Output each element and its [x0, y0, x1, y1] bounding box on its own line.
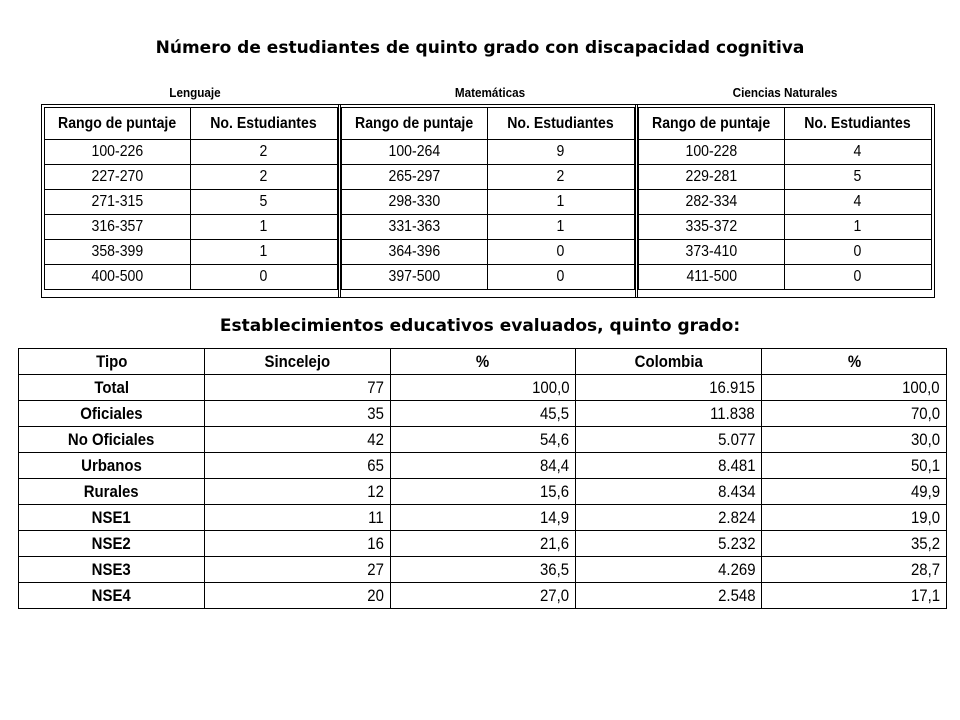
table-row — [19, 375, 947, 401]
establishments-table — [18, 348, 947, 609]
value-cell: 36,5 — [390, 557, 576, 583]
column-header: Tipo — [19, 349, 205, 375]
type-label-cell: Urbanos — [19, 453, 205, 479]
table-row — [639, 165, 932, 190]
value-cell: 100,0 — [390, 375, 576, 401]
value-cell: 5.232 — [576, 531, 762, 557]
table-row — [19, 505, 947, 531]
student-count-cell: 2 — [487, 165, 634, 190]
value-cell: 20 — [204, 583, 390, 609]
column-header: Colombia — [576, 349, 762, 375]
score-range-cell: 100-228 — [639, 140, 785, 165]
rango-header: Rango de puntaje — [45, 108, 191, 140]
value-cell: 19,0 — [762, 505, 947, 531]
student-count-cell: 1 — [784, 215, 931, 240]
value-cell: 27 — [204, 557, 390, 583]
column-header: Sincelejo — [204, 349, 390, 375]
score-range-cell: 358-399 — [45, 240, 191, 265]
value-cell: 11 — [204, 505, 390, 531]
score-range-cell: 331-363 — [342, 215, 488, 240]
table-row — [342, 265, 635, 290]
type-label-cell: NSE1 — [19, 505, 205, 531]
value-cell: 2.548 — [576, 583, 762, 609]
value-cell: 4.269 — [576, 557, 762, 583]
score-range-cell: 298-330 — [342, 190, 488, 215]
score-range-cell: 335-372 — [639, 215, 785, 240]
page-title: Número de estudiantes de quinto grado con discapacidad cognitiva — [155, 38, 805, 58]
type-label-cell: No Oficiales — [19, 427, 205, 453]
table-row — [19, 427, 947, 453]
student-count-cell: 2 — [190, 140, 337, 165]
table-row — [45, 140, 338, 165]
value-cell: 21,6 — [390, 531, 576, 557]
value-cell: 2.824 — [576, 505, 762, 531]
value-cell: 8.481 — [576, 453, 762, 479]
table-row — [639, 240, 932, 265]
table-row — [19, 453, 947, 479]
header-row — [342, 108, 635, 140]
table-row — [342, 215, 635, 240]
table-row — [19, 531, 947, 557]
column-header: % — [762, 349, 947, 375]
table-row — [639, 190, 932, 215]
rango-header: Rango de puntaje — [639, 108, 785, 140]
estudiantes-header: No. Estudiantes — [784, 108, 931, 140]
header-row — [45, 108, 338, 140]
establishments-title: Establecimientos educativos evaluados, quinto grado: — [219, 316, 741, 336]
student-count-cell: 2 — [190, 165, 337, 190]
score-range-cell: 229-281 — [639, 165, 785, 190]
table-row — [639, 215, 932, 240]
lenguaje-table — [44, 107, 338, 290]
type-label-cell: NSE2 — [19, 531, 205, 557]
value-cell: 49,9 — [762, 479, 947, 505]
value-cell: 35,2 — [762, 531, 947, 557]
student-count-cell: 0 — [784, 240, 931, 265]
student-count-cell: 0 — [190, 265, 337, 290]
table-row — [342, 190, 635, 215]
type-label-cell: Oficiales — [19, 401, 205, 427]
student-count-cell: 9 — [487, 140, 634, 165]
score-range-cell: 227-270 — [45, 165, 191, 190]
score-range-cell: 400-500 — [45, 265, 191, 290]
student-count-cell: 1 — [190, 215, 337, 240]
value-cell: 84,4 — [390, 453, 576, 479]
value-cell: 15,6 — [390, 479, 576, 505]
header-row — [19, 349, 947, 375]
table-row — [342, 240, 635, 265]
score-range-cell: 316-357 — [45, 215, 191, 240]
lenguaje-label: Lenguaje — [169, 85, 221, 100]
estudiantes-header: No. Estudiantes — [487, 108, 634, 140]
student-count-cell: 1 — [190, 240, 337, 265]
table-row — [45, 265, 338, 290]
type-label-cell: Rurales — [19, 479, 205, 505]
value-cell: 27,0 — [390, 583, 576, 609]
type-label-cell: NSE3 — [19, 557, 205, 583]
matematicas-table — [341, 107, 635, 290]
student-count-cell: 1 — [487, 215, 634, 240]
value-cell: 5.077 — [576, 427, 762, 453]
score-range-cell: 100-264 — [342, 140, 488, 165]
student-count-cell: 1 — [487, 190, 634, 215]
table-row — [19, 557, 947, 583]
ciencias-naturales-table — [638, 107, 932, 290]
table-row — [45, 215, 338, 240]
score-range-cell: 373-410 — [639, 240, 785, 265]
matematicas-label: Matemáticas — [454, 85, 526, 100]
ciencias-naturales-label: Ciencias Naturales — [732, 85, 838, 100]
student-count-cell: 5 — [784, 165, 931, 190]
score-range-cell: 364-396 — [342, 240, 488, 265]
value-cell: 30,0 — [762, 427, 947, 453]
rango-header: Rango de puntaje — [342, 108, 488, 140]
type-label-cell: Total — [19, 375, 205, 401]
score-range-cell: 100-226 — [45, 140, 191, 165]
value-cell: 17,1 — [762, 583, 947, 609]
table-row — [639, 140, 932, 165]
value-cell: 35 — [204, 401, 390, 427]
student-count-cell: 0 — [784, 265, 931, 290]
value-cell: 77 — [204, 375, 390, 401]
score-range-cell: 265-297 — [342, 165, 488, 190]
estudiantes-header: No. Estudiantes — [190, 108, 337, 140]
value-cell: 42 — [204, 427, 390, 453]
column-header: % — [390, 349, 576, 375]
value-cell: 8.434 — [576, 479, 762, 505]
table-row — [19, 583, 947, 609]
student-count-cell: 0 — [487, 240, 634, 265]
score-range-cell: 271-315 — [45, 190, 191, 215]
table-row — [342, 140, 635, 165]
table-row — [45, 190, 338, 215]
value-cell: 100,0 — [762, 375, 947, 401]
score-range-cell: 282-334 — [639, 190, 785, 215]
table-row — [45, 165, 338, 190]
type-label-cell: NSE4 — [19, 583, 205, 609]
table-row — [45, 240, 338, 265]
header-row — [639, 108, 932, 140]
value-cell: 28,7 — [762, 557, 947, 583]
student-count-cell: 4 — [784, 140, 931, 165]
student-count-cell: 5 — [190, 190, 337, 215]
score-range-cell: 397-500 — [342, 265, 488, 290]
value-cell: 54,6 — [390, 427, 576, 453]
value-cell: 16 — [204, 531, 390, 557]
table-row — [19, 479, 947, 505]
value-cell: 45,5 — [390, 401, 576, 427]
table-row — [639, 265, 932, 290]
student-count-cell: 4 — [784, 190, 931, 215]
value-cell: 16.915 — [576, 375, 762, 401]
value-cell: 14,9 — [390, 505, 576, 531]
value-cell: 70,0 — [762, 401, 947, 427]
value-cell: 11.838 — [576, 401, 762, 427]
table-row — [342, 165, 635, 190]
value-cell: 65 — [204, 453, 390, 479]
table-row — [19, 401, 947, 427]
score-range-cell: 411-500 — [639, 265, 785, 290]
value-cell: 12 — [204, 479, 390, 505]
value-cell: 50,1 — [762, 453, 947, 479]
student-count-cell: 0 — [487, 265, 634, 290]
